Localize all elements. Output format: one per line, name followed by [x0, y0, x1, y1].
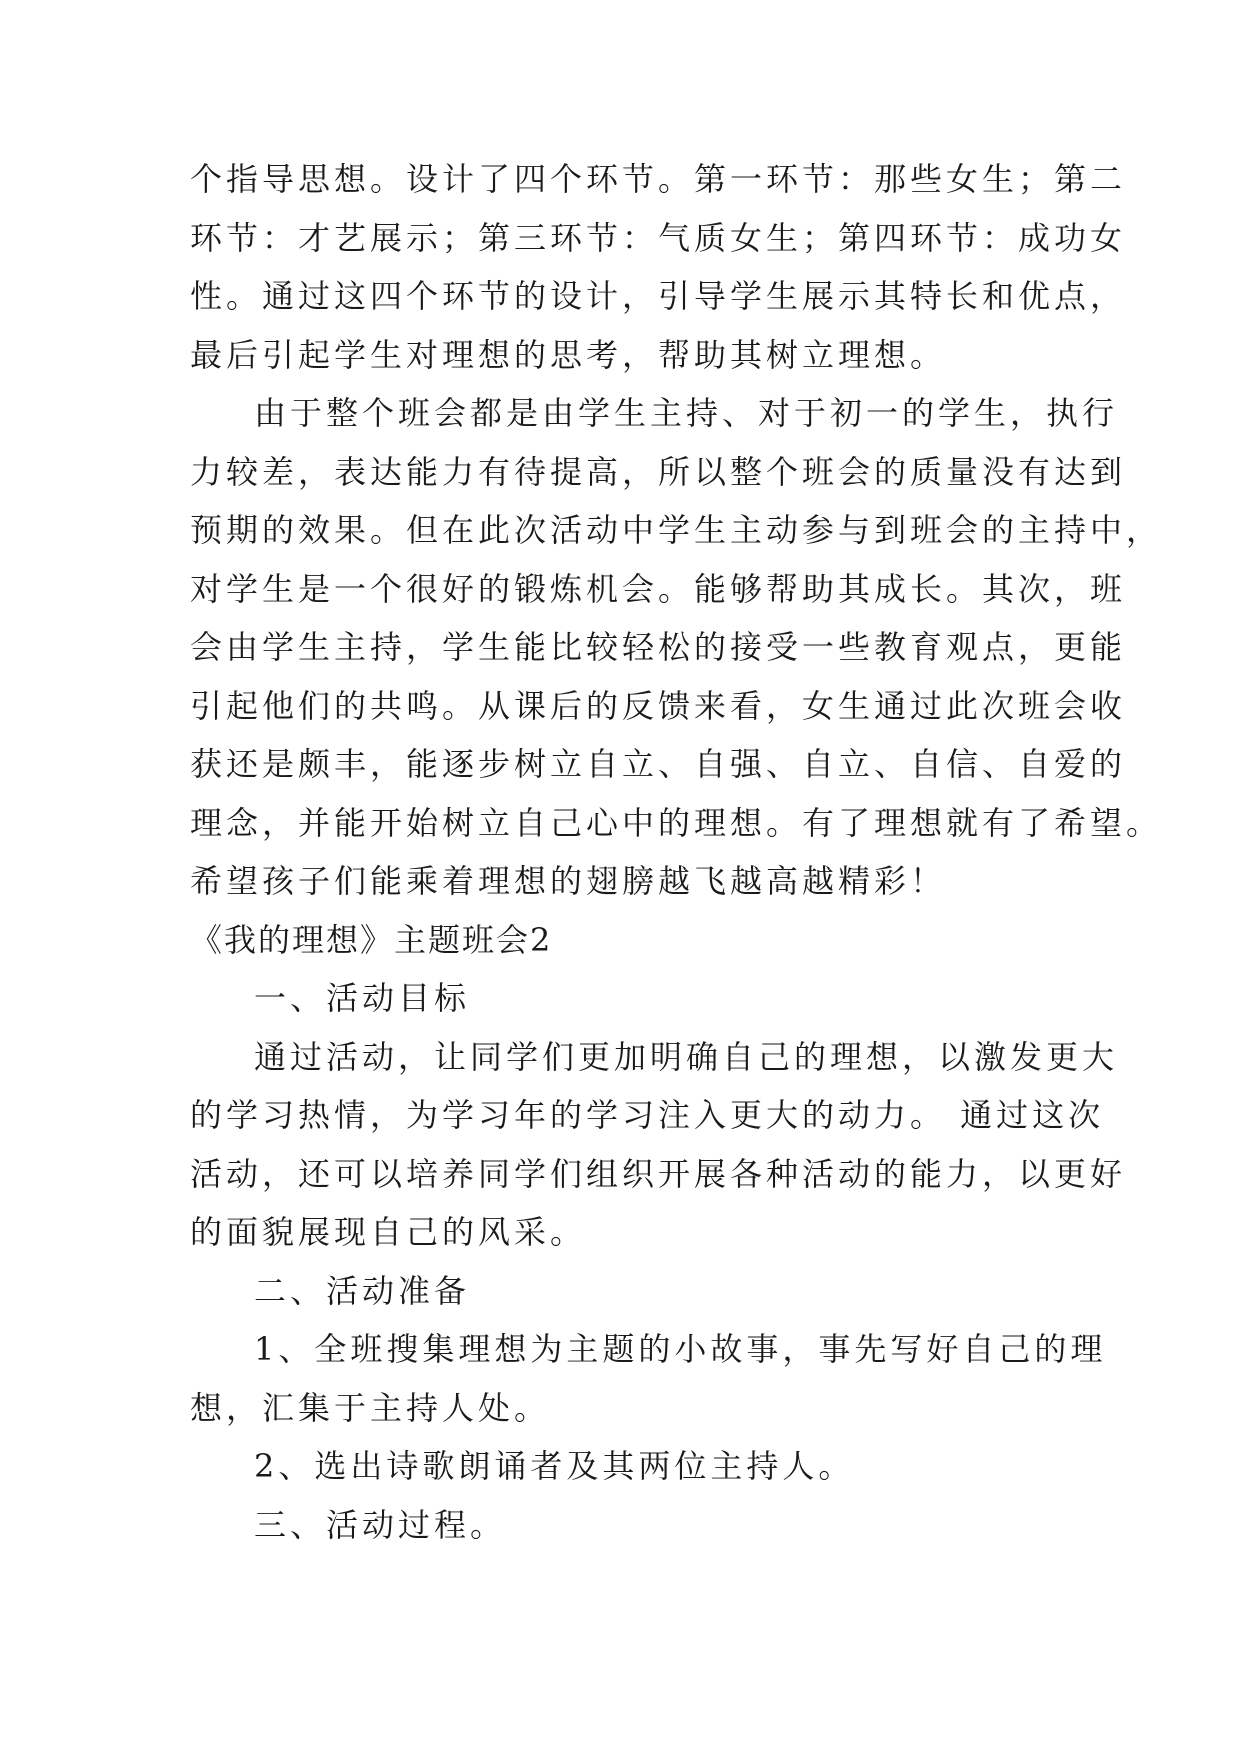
text-line: 对学生是一个很好的锻炼机会。能够帮助其成长。其次，班	[190, 569, 1127, 608]
text-line: 个指导思想。设计了四个环节。第一环节：那些女生；第二	[190, 160, 1127, 198]
text-line: 环节：才艺展示；第三环节：气质女生；第四环节：成功女	[190, 218, 1127, 257]
text-line: 引起他们的共鸣。从课后的反馈来看，女生通过此次班会收	[190, 686, 1127, 725]
text-line: 理念，并能开始树立自己心中的理想。有了理想就有了希望。	[190, 803, 1163, 842]
section-heading: 二、活动准备	[254, 1271, 471, 1310]
text-line: 力较差，表达能力有待提高，所以整个班会的质量没有达到	[190, 452, 1127, 491]
text-line: 活动，还可以培养同学们组织开展各种活动的能力，以更好	[190, 1154, 1127, 1193]
text-line: 最后引起学生对理想的思考，帮助其树立理想。	[190, 335, 947, 374]
text-line: 会由学生主持，学生能比较轻松的接受一些教育观点，更能	[190, 628, 1127, 666]
list-item-line: 1、全班搜集理想为主题的小故事，事先写好自己的理	[254, 1330, 1107, 1368]
text-line: 性。通过这四个环节的设计，引导学生展示其特长和优点，	[190, 277, 1127, 315]
paragraph-start-line: 由于整个班会都是由学生主持、对于初一的学生，执行	[254, 394, 1119, 432]
paragraph-start-line: 通过活动，让同学们更加明确自己的理想，以激发更大	[254, 1037, 1119, 1076]
document-page	[190, 150, 1163, 1554]
list-item-line: 2、选出诗歌朗诵者及其两位主持人。	[254, 1447, 855, 1485]
text-line: 获还是颇丰，能逐步树立自立、自强、自立、自信、自爱的	[190, 745, 1127, 783]
text-line: 的学习热情，为学习年的学习注入更大的动力。 通过这次	[190, 1096, 1105, 1134]
text-line: 希望孩子们能乘着理想的翅膀越飞越高越精彩！	[190, 862, 947, 900]
text-line: 想，汇集于主持人处。	[190, 1388, 551, 1427]
section-heading: 三、活动过程。	[254, 1505, 507, 1544]
section-heading: 一、活动目标	[254, 979, 471, 1017]
text-line: 预期的效果。但在此次活动中学生主动参与到班会的主持中，	[190, 511, 1163, 549]
section-title: 《我的理想》主题班会2	[190, 920, 553, 959]
text-line: 的面貌展现自己的风采。	[190, 1213, 587, 1251]
